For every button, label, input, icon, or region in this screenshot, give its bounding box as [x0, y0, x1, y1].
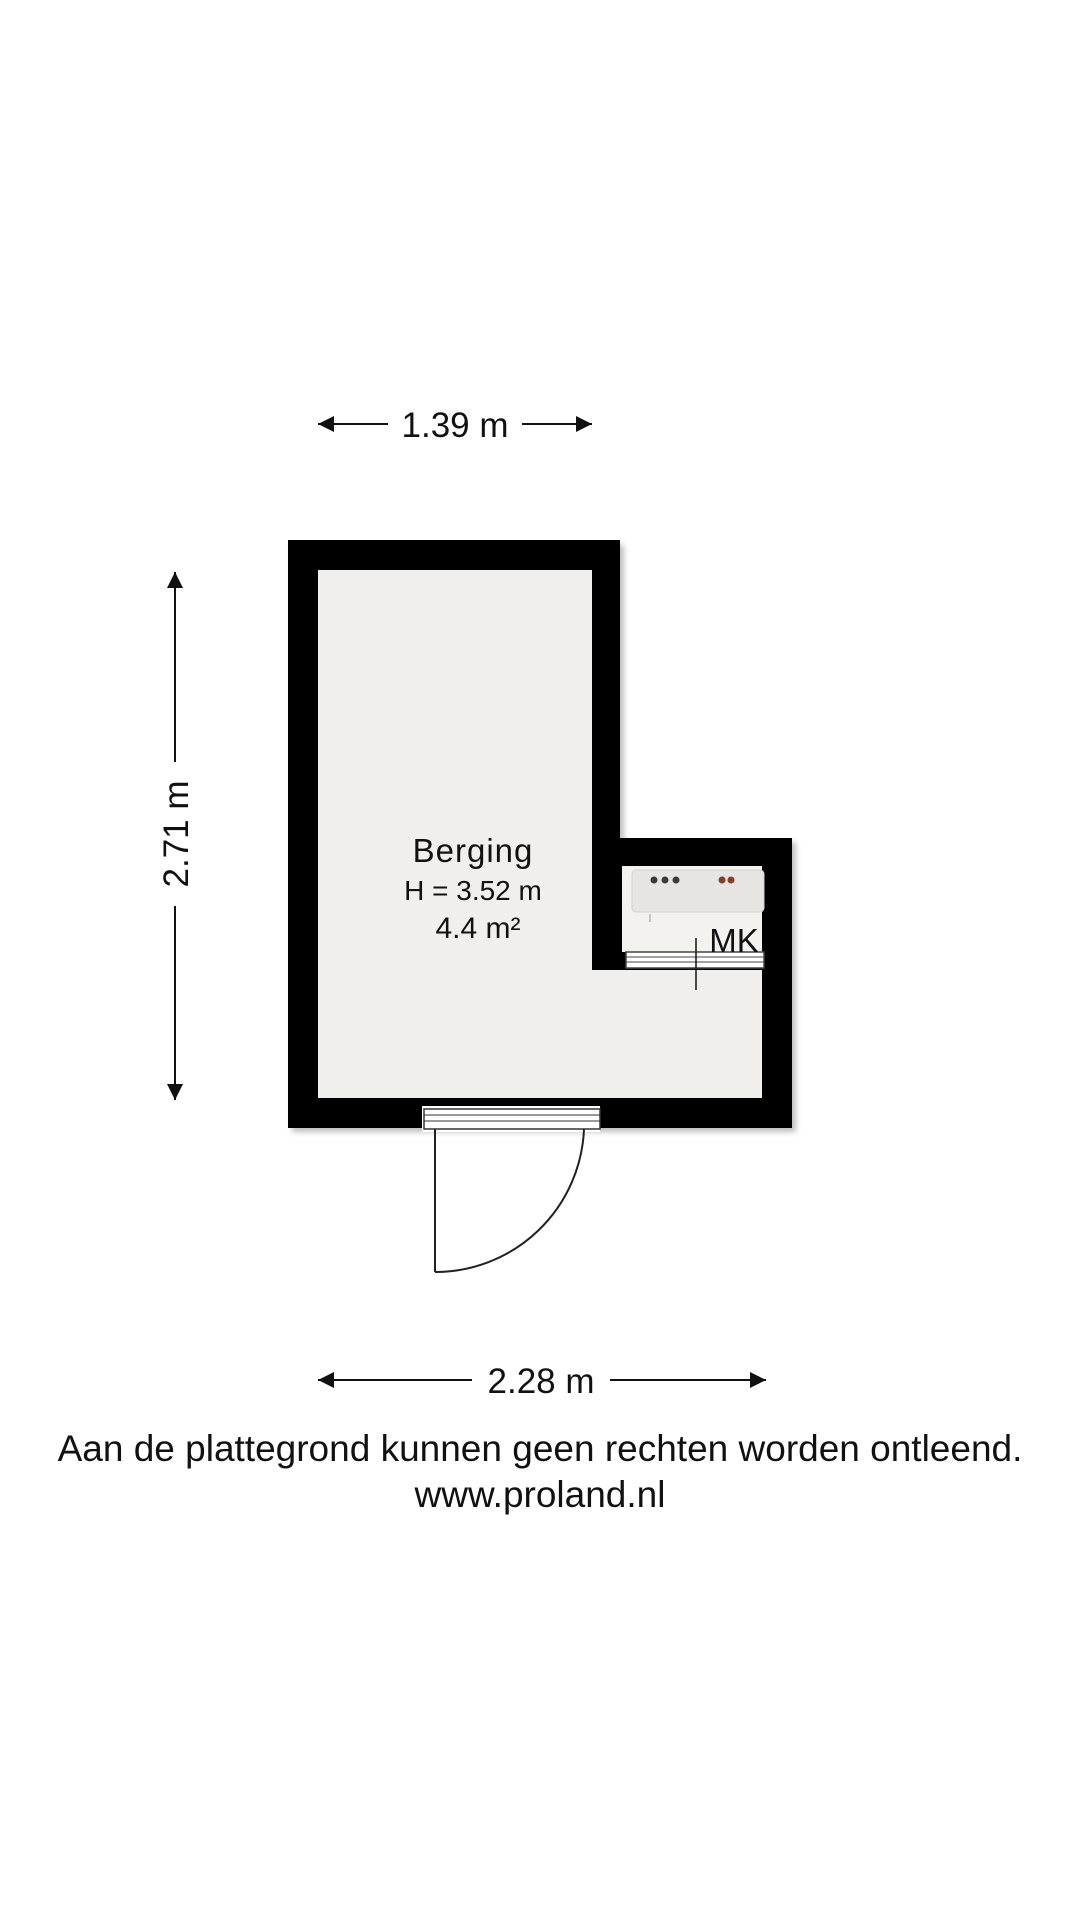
room-height: H = 3.52 m: [404, 875, 542, 906]
meter-dial-icon: [651, 877, 658, 884]
footer: [0, 1426, 1080, 1518]
entrance-door: [422, 1106, 600, 1272]
meter-cupboard-label: MK: [709, 922, 759, 959]
dimension-left-label: 2.71 m: [157, 780, 196, 888]
meter-dial-icon: [662, 877, 669, 884]
dimension-top-label: 1.39 m: [401, 406, 509, 445]
meter-dial-icon: [673, 877, 680, 884]
door-swing-arc: [435, 1129, 584, 1272]
meter-dial-icon: [728, 877, 735, 884]
room-floor: [318, 570, 762, 1098]
dimension-bottom-label: 2.28 m: [487, 1362, 595, 1401]
door-threshold: [424, 1109, 600, 1129]
dimension-top: [318, 406, 592, 445]
room-name: Berging: [412, 832, 534, 869]
meter-dial-icon: [719, 877, 726, 884]
dimension-bottom: [318, 1362, 766, 1401]
room-area: 4.4 m²: [435, 912, 521, 945]
meter-cupboard-shelf: [632, 870, 764, 912]
disclaimer-text: Aan de plattegrond kunnen geen rechten worden ontleend.: [57, 1428, 1023, 1469]
dimension-left: [157, 572, 196, 1100]
website-text: www.proland.nl: [414, 1474, 666, 1515]
